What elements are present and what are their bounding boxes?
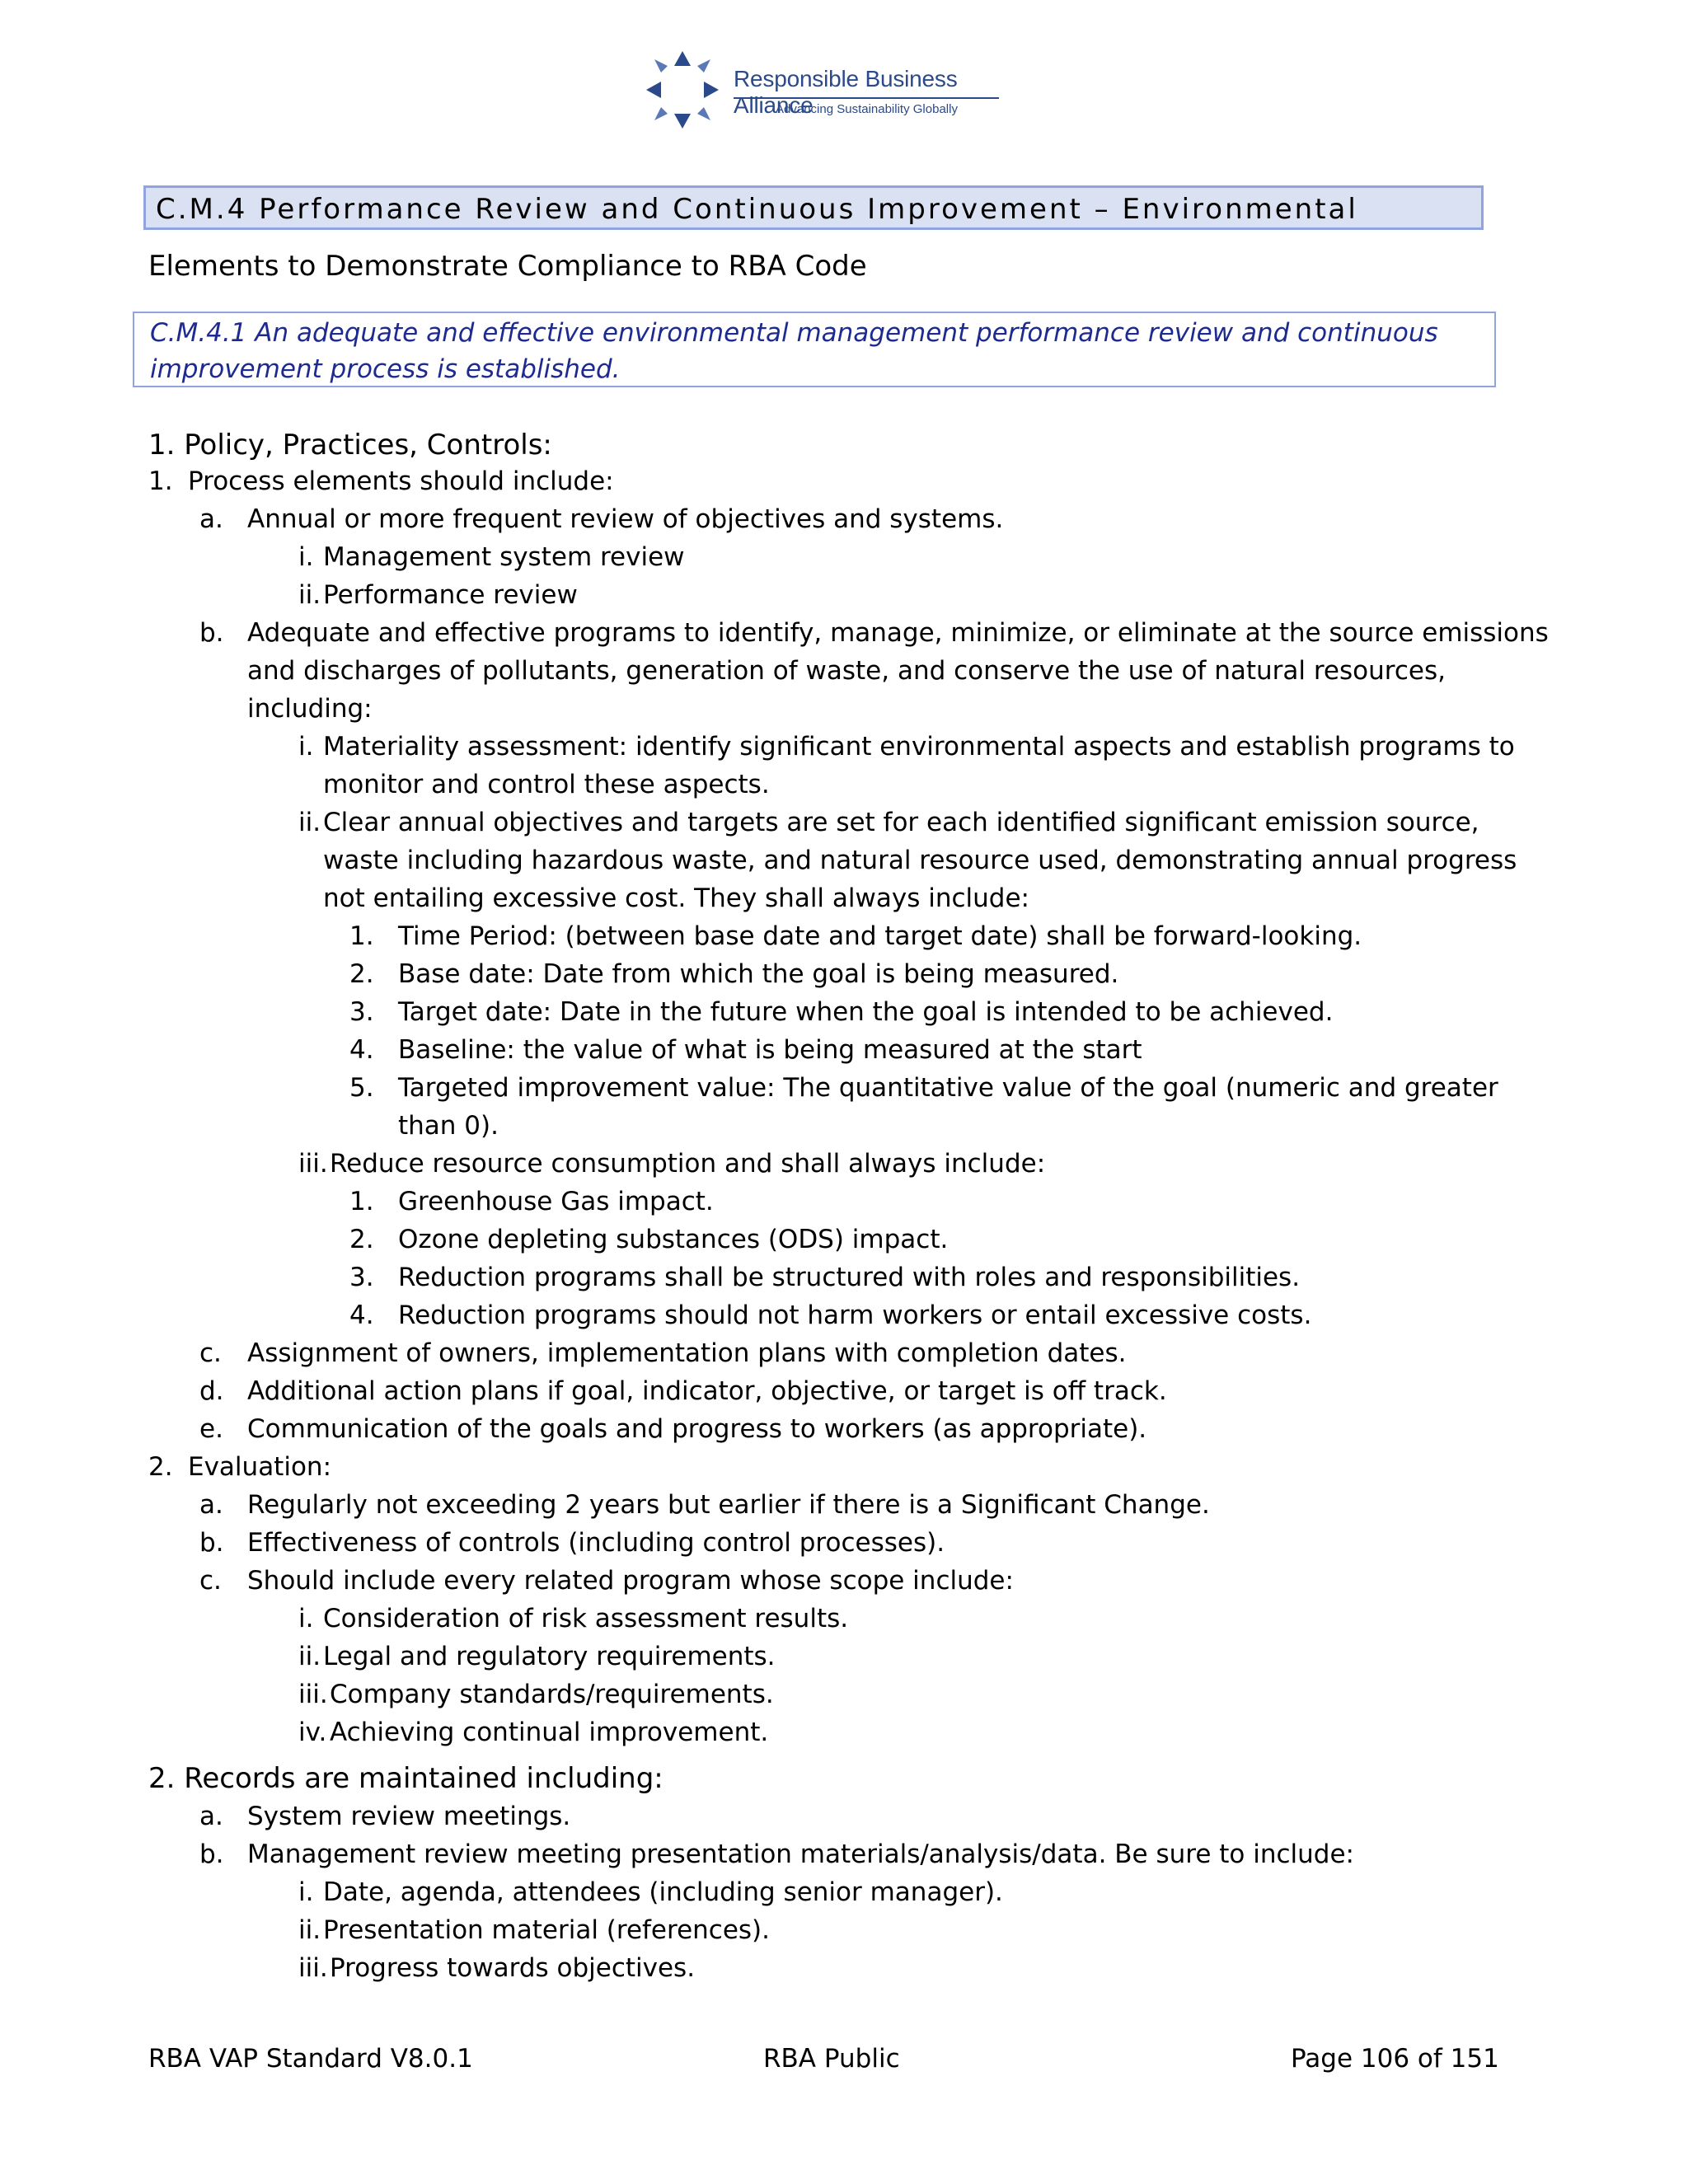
list-item: Baseline: the value of what is being measured at the start	[398, 1035, 1142, 1065]
footer-document-version: RBA VAP Standard V8.0.1	[148, 2044, 473, 2074]
list-marker: 1.	[349, 1187, 374, 1216]
list-item: than 0).	[398, 1111, 499, 1141]
list-item: Annual or more frequent review of objectives and systems.	[247, 504, 1004, 534]
list-marker: a.	[199, 1802, 223, 1831]
list-marker: d.	[199, 1376, 224, 1406]
list-item: Reduce resource consumption and shall always include:	[330, 1149, 1046, 1179]
footer-classification: RBA Public	[763, 2044, 900, 2074]
list-item: Additional action plans if goal, indicator, objective, or target is off track.	[247, 1376, 1167, 1406]
policy-heading: 1. Policy, Practices, Controls:	[148, 429, 552, 462]
list-item: Evaluation:	[188, 1452, 332, 1482]
list-item: Management review meeting presentation materials/analysis/data. Be sure to include:	[247, 1840, 1354, 1869]
list-item: Base date: Date from which the goal is being measured.	[398, 959, 1119, 989]
list-marker: 1.	[148, 466, 173, 496]
list-item: Company standards/requirements.	[330, 1680, 774, 1709]
list-marker: b.	[199, 1840, 224, 1869]
list-item: Ozone depleting substances (ODS) impact.	[398, 1225, 949, 1254]
list-item: Should include every related program whose scope include:	[247, 1566, 1014, 1596]
list-item: Process elements should include:	[188, 466, 614, 496]
list-marker: a.	[199, 1490, 223, 1520]
list-item: Materiality assessment: identify significant environmental aspects and establish programs to	[323, 732, 1515, 762]
criterion-line-1: C.M.4.1 An adequate and effective environmental management performance review and continuous	[150, 318, 1438, 348]
list-item: Assignment of owners, implementation plans with completion dates.	[247, 1338, 1127, 1368]
list-item: Management system review	[323, 542, 685, 572]
compliance-subheading: Elements to Demonstrate Compliance to RBA Code	[148, 250, 867, 283]
list-marker: 1.	[349, 921, 374, 951]
list-marker: i.	[298, 1877, 314, 1907]
compass-arrows-icon	[643, 48, 722, 134]
list-item: Greenhouse Gas impact.	[398, 1187, 714, 1216]
list-marker: c.	[199, 1338, 222, 1368]
list-marker: 2.	[349, 959, 374, 989]
list-item: Regularly not exceeding 2 years but earlier if there is a Significant Change.	[247, 1490, 1210, 1520]
list-item: Progress towards objectives.	[330, 1953, 696, 1983]
list-marker: iii.	[298, 1680, 328, 1709]
list-item: Effectiveness of controls (including control processes).	[247, 1528, 945, 1558]
list-item: Presentation material (references).	[323, 1915, 771, 1945]
rba-logo	[643, 48, 1022, 134]
logo-divider	[734, 97, 999, 99]
list-marker: 3.	[349, 997, 374, 1027]
list-item: Legal and regulatory requirements.	[323, 1642, 776, 1671]
list-marker: ii.	[298, 580, 321, 610]
list-marker: iii.	[298, 1149, 328, 1179]
list-marker: e.	[199, 1414, 223, 1444]
list-item: Consideration of risk assessment results.	[323, 1604, 849, 1633]
logo-name: Responsible Business Alliance	[734, 66, 958, 118]
list-marker: 5.	[349, 1073, 374, 1103]
list-item: monitor and control these aspects.	[323, 770, 770, 799]
list-marker: i.	[298, 542, 314, 572]
list-marker: 3.	[349, 1263, 374, 1292]
list-marker: i.	[298, 1604, 314, 1633]
list-item: Performance review	[323, 580, 578, 610]
list-item: including:	[247, 694, 373, 724]
list-marker: 4.	[349, 1301, 374, 1330]
footer-page-number: Page 106 of 151	[1291, 2044, 1499, 2074]
list-item: Targeted improvement value: The quantitative value of the goal (numeric and greater	[398, 1073, 1498, 1103]
list-item: not entailing excessive cost. They shall always include:	[323, 883, 1029, 913]
criterion-line-2: improvement process is established.	[150, 354, 621, 384]
criterion-box	[133, 312, 1496, 387]
list-marker: b.	[199, 1528, 224, 1558]
list-item: Clear annual objectives and targets are set for each identified significant emission source,	[323, 808, 1479, 837]
list-item: Achieving continual improvement.	[330, 1718, 769, 1747]
list-marker: 2.	[349, 1225, 374, 1254]
list-marker: a.	[199, 504, 223, 534]
section-title-box	[143, 185, 1484, 230]
list-marker: ii.	[298, 1915, 321, 1945]
list-item: and discharges of pollutants, generation of waste, and conserve the use of natural resources,	[247, 656, 1446, 686]
list-marker: ii.	[298, 808, 321, 837]
list-marker: iv.	[298, 1718, 327, 1747]
list-item: waste including hazardous waste, and natural resource used, demonstrating annual progress	[323, 846, 1517, 875]
list-item: Time Period: (between base date and target date) shall be forward-looking.	[398, 921, 1362, 951]
list-item: Adequate and effective programs to identify, manage, minimize, or eliminate at the source emissions	[247, 618, 1549, 648]
list-item: Reduction programs should not harm workers or entail excessive costs.	[398, 1301, 1312, 1330]
list-marker: 2.	[148, 1452, 173, 1482]
list-item: Reduction programs shall be structured with roles and responsibilities.	[398, 1263, 1301, 1292]
list-item: System review meetings.	[247, 1802, 571, 1831]
list-marker: 4.	[349, 1035, 374, 1065]
list-item: Target date: Date in the future when the goal is intended to be achieved.	[398, 997, 1334, 1027]
list-marker: iii.	[298, 1953, 328, 1983]
list-marker: i.	[298, 732, 314, 762]
list-marker: b.	[199, 618, 224, 648]
section-title: C.M.4 Performance Review and Continuous Improvement – Environmental	[156, 193, 1358, 226]
list-marker: ii.	[298, 1642, 321, 1671]
list-item: Communication of the goals and progress to workers (as appropriate).	[247, 1414, 1147, 1444]
records-heading: 2. Records are maintained including:	[148, 1762, 663, 1795]
list-marker: c.	[199, 1566, 222, 1596]
logo-tagline: Advancing Sustainability Globally	[776, 102, 958, 116]
list-item: Date, agenda, attendees (including senior manager).	[323, 1877, 1003, 1907]
